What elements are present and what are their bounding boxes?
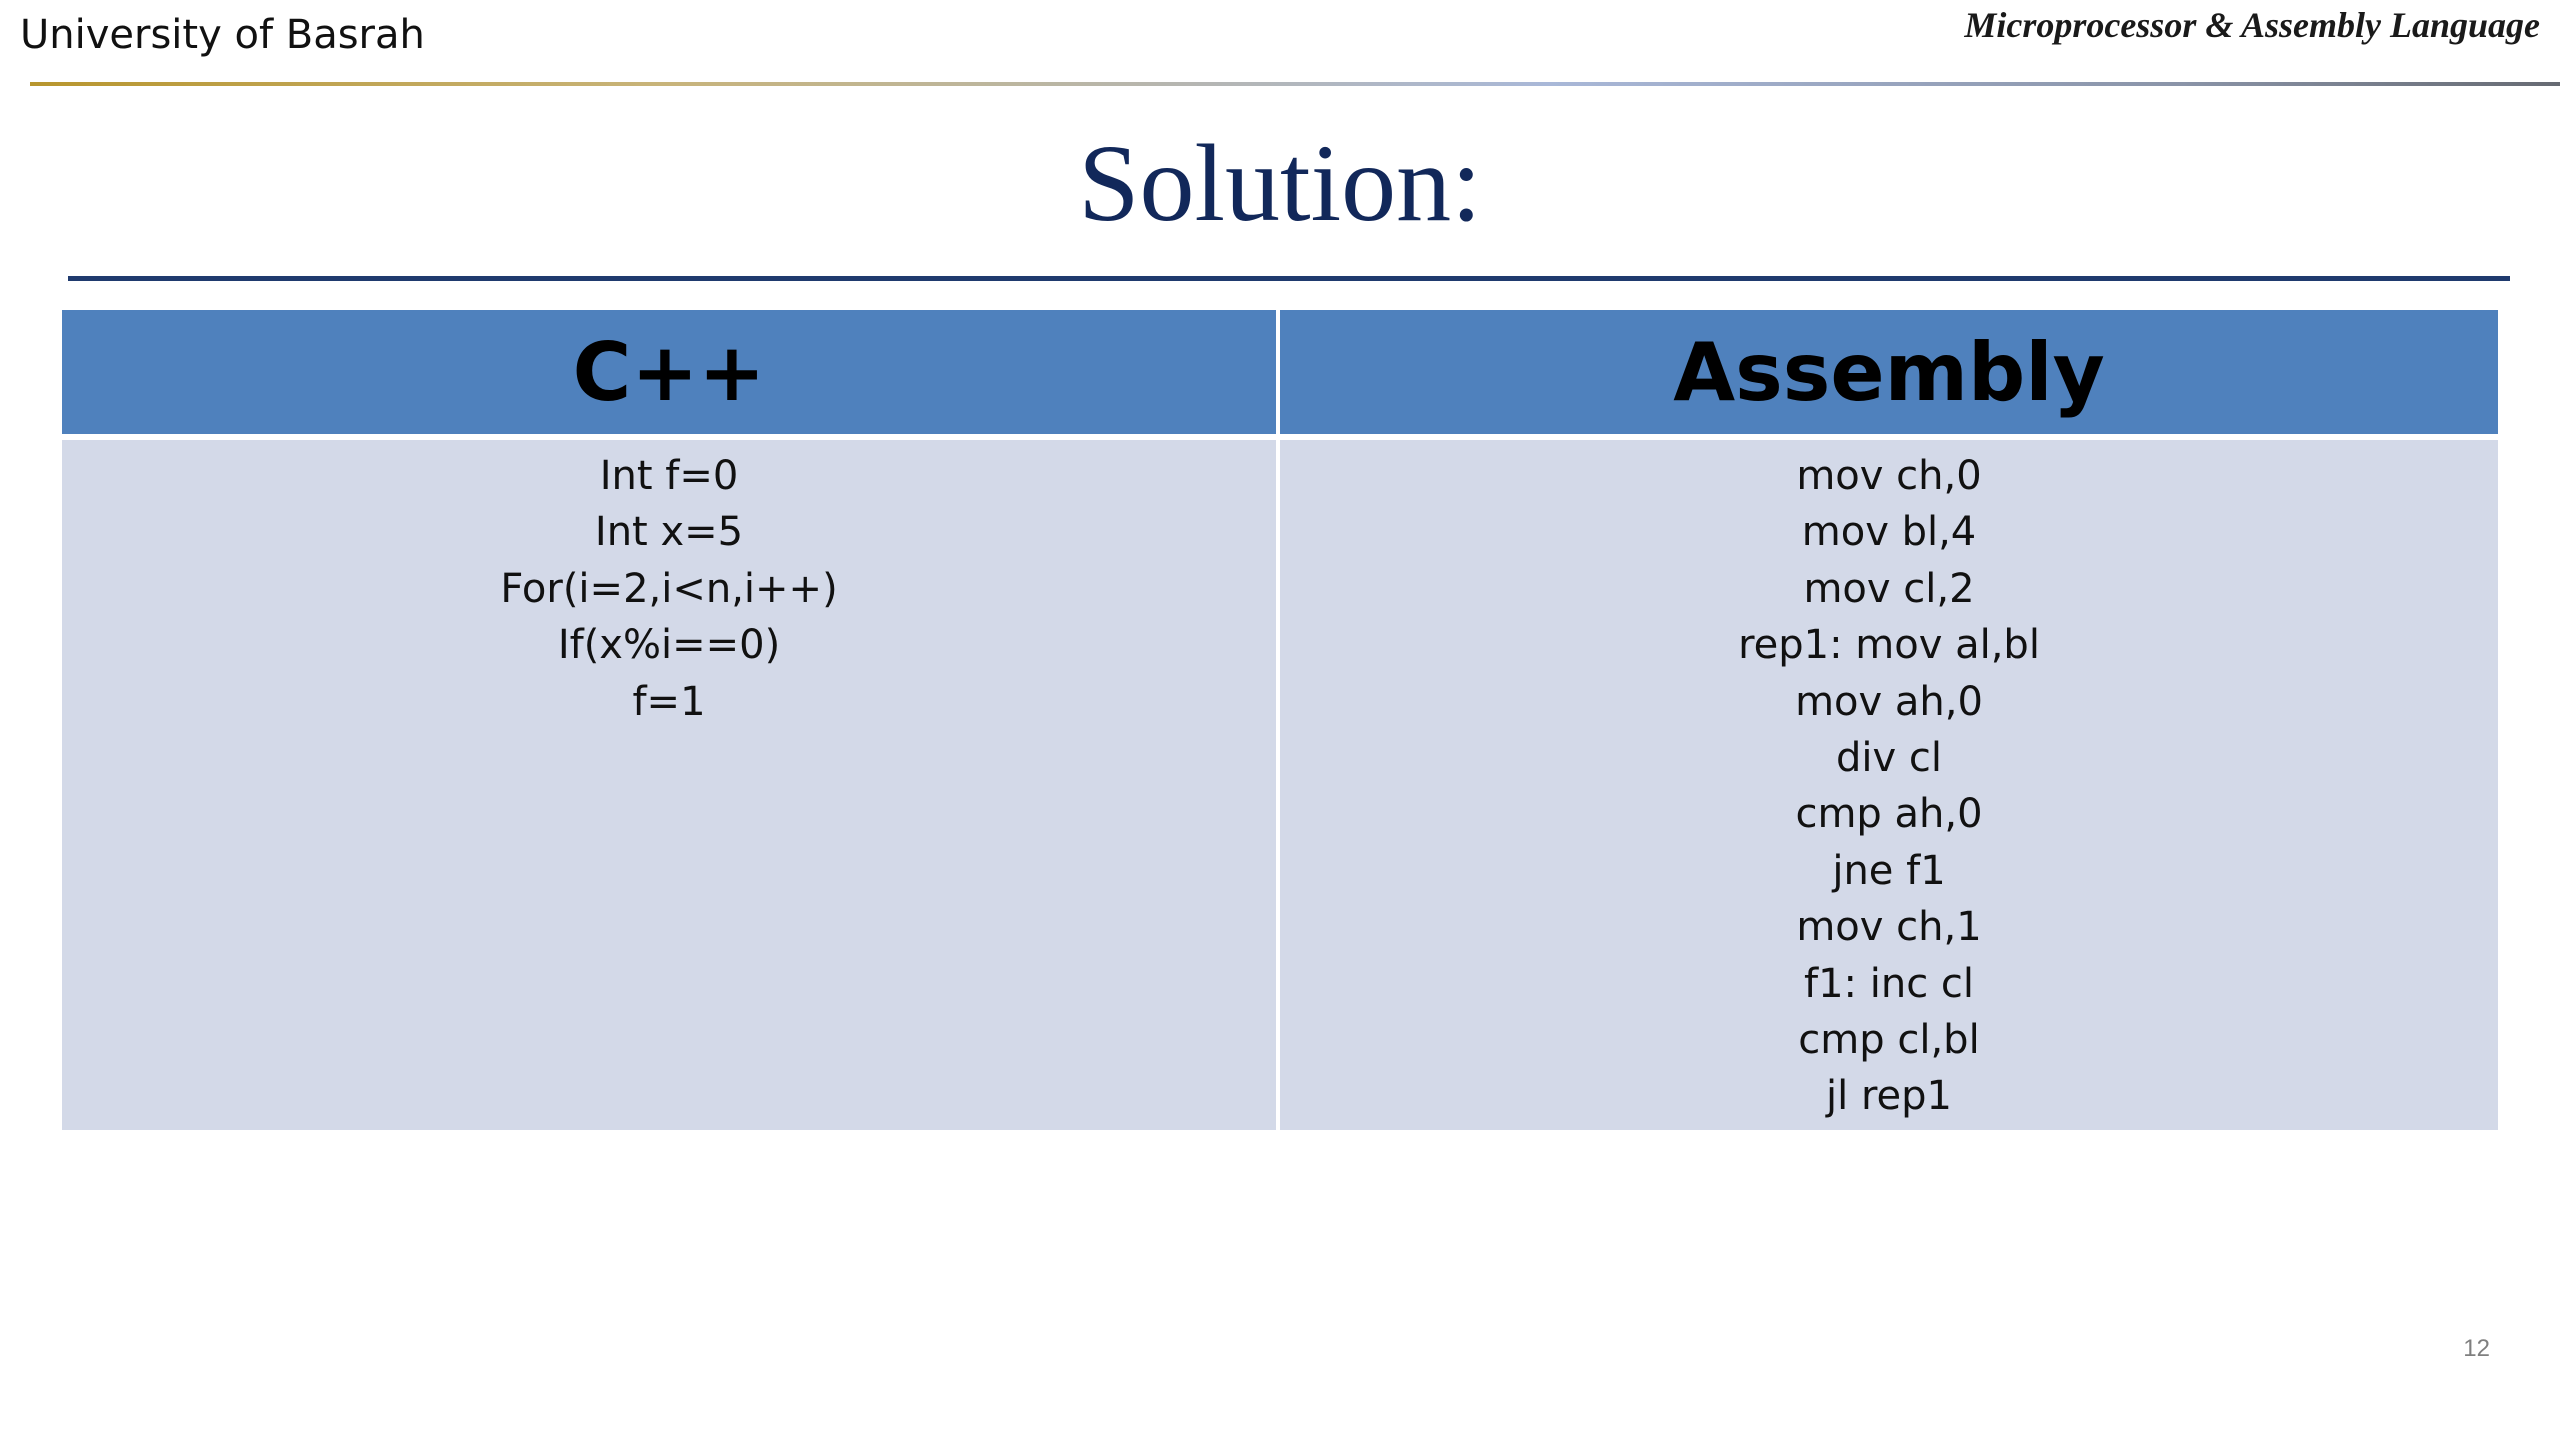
- assembly-code-cell: [1280, 440, 2498, 1130]
- asm-line: div cl: [1836, 734, 1942, 781]
- title-divider: [68, 276, 2510, 281]
- header-divider: [30, 82, 2560, 86]
- column-header-cpp: C++: [62, 310, 1276, 434]
- column-header-assembly: Assembly: [1280, 310, 2498, 434]
- cpp-code-cell: [62, 440, 1276, 1130]
- asm-line: cmp cl,bl: [1798, 1016, 1980, 1063]
- cpp-line: For(i=2,i<n,i++): [500, 565, 838, 612]
- asm-line: cmp ah,0: [1795, 791, 1983, 838]
- slide-title: Solution:: [1078, 122, 1482, 244]
- asm-line: jne f1: [1832, 847, 1946, 894]
- header-course-title: Microprocessor & Assembly Language: [1964, 5, 2540, 45]
- asm-line: mov ch,1: [1796, 904, 1982, 951]
- cpp-line: Int f=0: [599, 453, 739, 499]
- asm-line: mov ah,0: [1795, 678, 1983, 725]
- cpp-line: Int x=5: [594, 509, 744, 556]
- asm-line: f1: inc cl: [1804, 960, 1974, 1007]
- header-institution: University of Basrah: [20, 12, 425, 58]
- page-number: 12: [2463, 1335, 2490, 1362]
- asm-line: rep1: mov al,bl: [1738, 622, 2040, 669]
- cpp-line: If(x%i==0): [557, 622, 781, 669]
- asm-line: jl rep1: [1826, 1073, 1952, 1120]
- cpp-line: f=1: [632, 678, 706, 725]
- code-comparison-table: [62, 310, 2498, 1130]
- asm-line: mov ch,0: [1796, 453, 1982, 499]
- asm-line: mov bl,4: [1801, 509, 1977, 556]
- asm-line: mov cl,2: [1803, 565, 1975, 612]
